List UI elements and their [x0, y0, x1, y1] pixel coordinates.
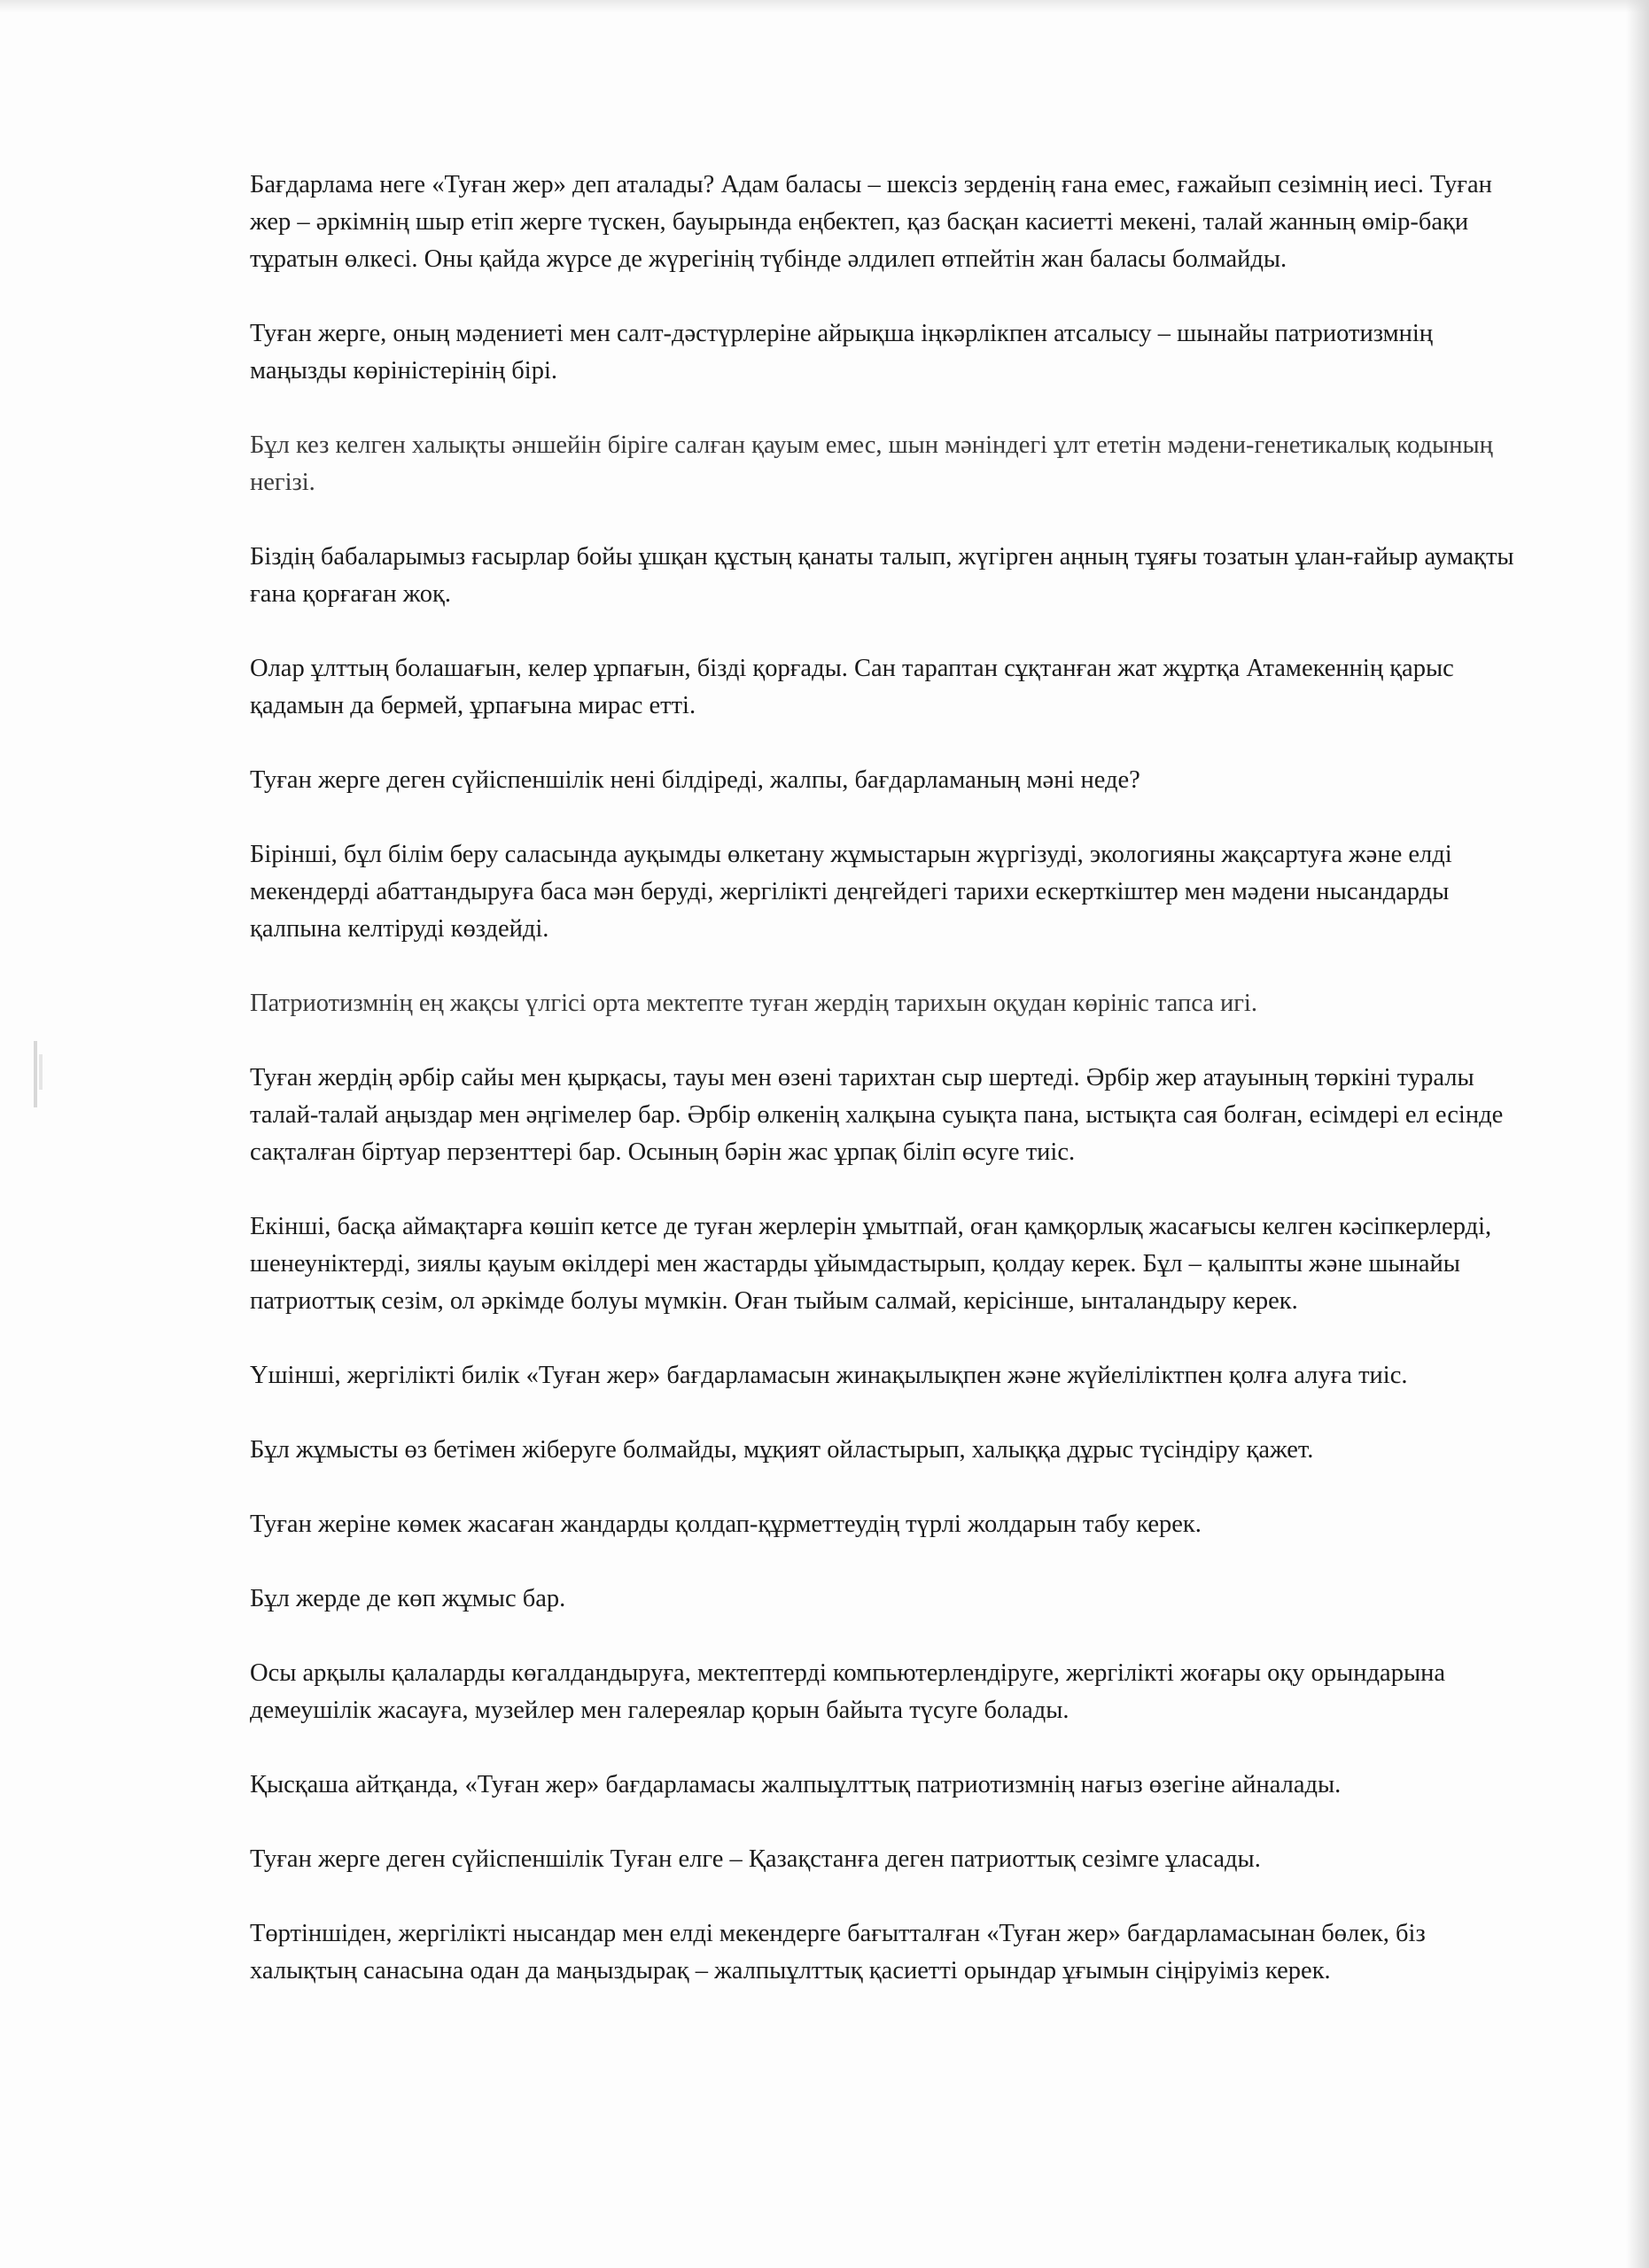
scan-shadow-right — [1626, 0, 1649, 2268]
paragraph-5: Олар ұлттың болашағын, келер ұрпағын, бізді қорғады. Сан тараптан сұқтанған жат жұртқа Атамекеннің қарыс қадамын да бермей, ұрпағына мирас етті. — [250, 655, 1454, 719]
paragraph-11: Үшінші, жергілікті билік «Туған жер» бағдарламасын жинақылықпен және жүйеліліктпен қолға алуға тиіс. — [250, 1362, 1408, 1389]
paragraph-1: Бағдарлама неге «Туған жер» деп аталады? Адам баласы – шексіз зерденің ғана емес, ғажайып сезімнің иесі. Туған жер – әркімнің шыр етіп жерге түскен, бауырында еңбектеп, қаз басқан касиетті мекені, талай жанның өмір-бақи тұратын өлкесі. Оны қайда жүрсе де жүрегінің түбінде әлдилеп өтпейтін жан баласы болмайды. — [250, 171, 1492, 273]
paragraph-15: Осы арқылы қалаларды көгалдандыруға, мектептерді компьютерлендіруге, жергілікті жоғары оқу орындарына демеушілік жасауға, музейлер мен галереялар қорын байыта түсуге болады. — [250, 1659, 1446, 1724]
scan-artifact-mark — [34, 1041, 37, 1107]
paragraph-14: Бұл жерде де көп жұмыс бар. — [250, 1585, 566, 1612]
paragraph-7: Бірінші, бұл білім беру саласында ауқымды өлкетану жұмыстарын жүргізуді, экологияны жақсартуға және елді мекендерді абаттандыруға баса мән беруді, жергілікті деңгейдегі тарихи ескерткіштер мен мәдени нысандарды қалпына келтіруді көздейді. — [250, 841, 1452, 943]
paragraph-4: Біздің бабаларымыз ғасырлар бойы ұшқан құстың қанаты талып, жүгірген аңның тұяғы тозатын ұлан-ғайыр аумақты ғана қорғаған жоқ. — [250, 543, 1514, 608]
paragraph-17: Туған жерге деген сүйіспеншілік Туған елге – Қазақстанға деген патриоттық сезімге ұласады. — [250, 1845, 1261, 1873]
paragraph-2: Туған жерге, оның мәдениеті мен салт-дәстүрлеріне айрықша іңкәрлікпен атсалысу – шынайы патриотизмнің маңызды көріністерінің бірі. — [250, 320, 1434, 384]
paragraph-8: Патриотизмнің ең жақсы үлгісі орта мектепте туған жердің тарихын оқудан көрініс тапса игі. — [250, 990, 1257, 1017]
paragraph-9: Туған жердің әрбір сайы мен қырқасы, тауы мен өзені тарихтан сыр шертеді. Әрбір жер атауының төркіні туралы талай-талай аңыздар мен әңгімелер бар. Әрбір өлкенің халқына суықта пана, ыстықта сая болған, есімдері ел есінде сақталған біртуар перзенттері бар. Осының бәрін жас ұрпақ біліп өсуге тиіс. — [250, 1064, 1504, 1166]
paragraph-6: Туған жерге деген сүйіспеншілік нені білдіреді, жалпы, бағдарламаның мәні неде? — [250, 766, 1140, 794]
paragraph-10: Екінші, басқа аймақтарға көшіп кетсе де туған жерлерін ұмытпай, оған қамқорлық жасағысы келген кәсіпкерлерді, шенеуніктерді, зиялы қауым өкілдері мен жастарды ұйымдастырып, қолдау керек. Бұл – қалыпты және шынайы патриоттық сезім, ол әркімде болуы мүмкін. Оған тыйым салмай, керісінше, ынталандыру керек. — [250, 1213, 1492, 1315]
paragraph-18: Төртіншіден, жергілікті нысандар мен елді мекендерге бағытталған «Туған жер» бағдарламасынан бөлек, біз халықтың санасына одан да маңыздырақ – жалпыұлттық қасиетті орындар ұғымын сіңіруіміз керек. — [250, 1920, 1426, 1984]
document-body — [250, 167, 1517, 2027]
scan-artifact-mark — [39, 1054, 43, 1090]
paragraph-16: Қысқаша айтқанда, «Туған жер» бағдарламасы жалпыұлттық патриотизмнің нағыз өзегіне айналады. — [250, 1771, 1342, 1798]
scan-shadow-top — [0, 0, 1649, 12]
paragraph-3: Бұл кез келген халықты әншейін біріге салған қауым емес, шын мәніндегі ұлт ететін мәдени-генетикалық кодының негізі. — [250, 431, 1493, 496]
paragraph-13: Туған жеріне көмек жасаған жандарды қолдап-құрметтеудің түрлі жолдарын табу керек. — [250, 1511, 1202, 1538]
paragraph-12: Бұл жұмысты өз бетімен жіберуге болмайды, мұқият ойластырып, халыққа дұрыс түсіндіру қажет. — [250, 1436, 1314, 1464]
